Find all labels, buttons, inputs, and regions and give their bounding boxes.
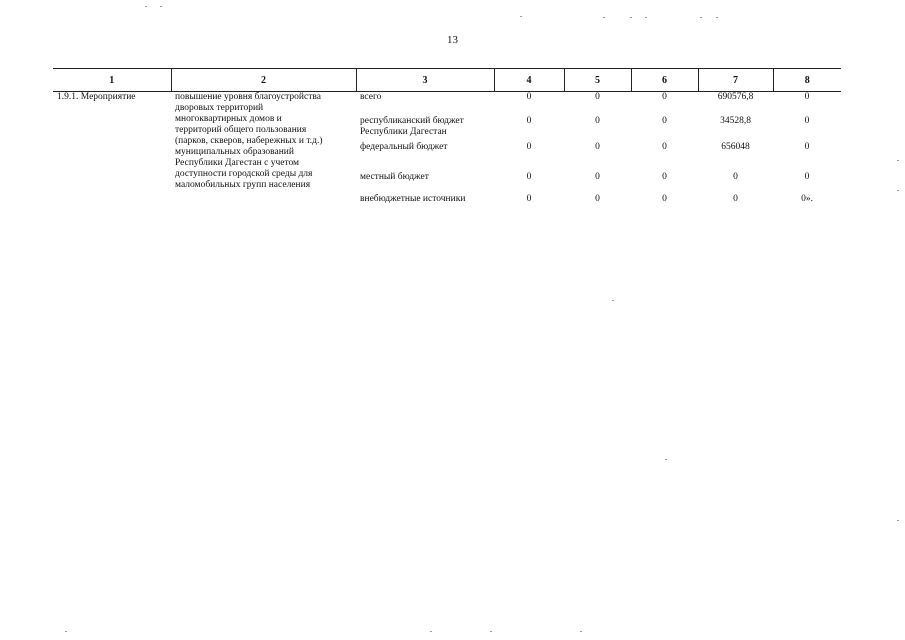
header-col-6: 6 [631, 69, 698, 92]
source-line: Республики Дагестан [360, 126, 447, 137]
source-line: федеральный бюджет [360, 141, 448, 152]
cell-col-5: 0 [595, 141, 600, 152]
cell-col-5: 0 [595, 92, 600, 102]
funding-source [356, 142, 494, 172]
funding-source [356, 194, 494, 210]
cell-col-6: 0 [662, 171, 667, 182]
description-line: маломобильных групп населения [175, 180, 311, 190]
source-line: республиканский бюджет [360, 115, 464, 126]
cell-col-5: 0 [595, 193, 600, 204]
source-line: всего [360, 92, 382, 102]
cell-col-8: 0 [804, 92, 810, 102]
page-number: 13 [447, 34, 458, 46]
description-line: повышение уровня благоустройства [175, 92, 321, 102]
description-line: многоквартирных домов и [175, 114, 282, 124]
funding-source [356, 172, 494, 194]
cell-col-8: 0 [804, 171, 810, 182]
header-col-5: 5 [564, 69, 631, 92]
header-col-7: 7 [698, 69, 773, 92]
cell-col-4: 0 [526, 115, 532, 126]
cell-col-4: 0 [526, 193, 532, 204]
description-line: (парков, скверов, набережных и т.д.) [175, 136, 323, 146]
description-line: дворовых территорий [175, 103, 264, 113]
cell-col-6: 0 [662, 115, 667, 126]
cell-col-7: 0 [733, 171, 738, 182]
budget-table [53, 68, 841, 210]
cell-col-4: 0 [526, 141, 532, 152]
funding-source [356, 116, 494, 142]
cell-col-4: 0 [526, 171, 532, 182]
header-col-3: 3 [356, 69, 494, 92]
header-col-8: 8 [773, 69, 841, 92]
cell-col-7: 690576,8 [717, 92, 754, 102]
activity-code: 1.9.1. Мероприятие [57, 92, 136, 102]
cell-col-7: 656048 [721, 141, 750, 152]
activity-description [171, 92, 356, 210]
cell-col-8: 0 [804, 115, 810, 126]
description-line: Республики Дагестан с учетом [175, 158, 300, 168]
source-line: внебюджетные источники [360, 193, 466, 204]
cell-col-5: 0 [595, 171, 600, 182]
table-row [53, 92, 841, 116]
funding-source [356, 92, 494, 116]
description-line: муниципальных образований [175, 147, 294, 157]
cell-col-7: 34528,8 [720, 115, 751, 126]
description-line: территорий общего пользования [175, 125, 307, 135]
header-col-1: 1 [53, 69, 171, 92]
cell-col-8: 0». [801, 193, 813, 204]
header-col-2: 2 [171, 69, 356, 92]
cell-col-5: 0 [595, 115, 600, 126]
source-line: местный бюджет [360, 171, 429, 182]
cell-col-6: 0 [662, 141, 667, 152]
cell-col-8: 0 [804, 141, 810, 152]
cell-col-6: 0 [662, 193, 667, 204]
cell-col-6: 0 [662, 92, 667, 102]
header-row [53, 69, 841, 92]
cell-col-7: 0 [733, 193, 738, 204]
cell-col-4: 0 [526, 92, 532, 102]
description-line: доступности городской среды для [175, 169, 313, 179]
header-col-4: 4 [494, 69, 564, 92]
